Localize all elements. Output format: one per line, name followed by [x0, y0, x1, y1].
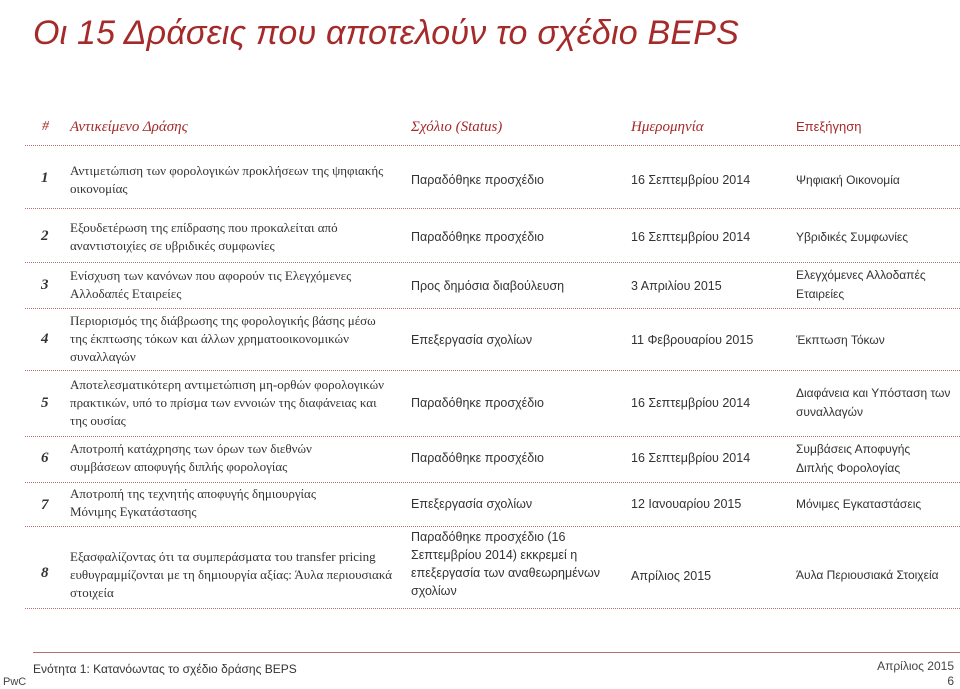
- row-explanation: Άυλα Περιουσιακά Στοιχεία: [796, 568, 939, 582]
- table-row: [0, 312, 960, 368]
- divider: [25, 526, 960, 527]
- table-row: [0, 440, 960, 480]
- footer-date: Απρίλιος 2015: [877, 659, 954, 673]
- row-explanation: Ελεγχόμενες Αλλοδαπές Εταιρείες: [796, 268, 926, 301]
- row-date: Απρίλιος 2015: [631, 569, 712, 583]
- table-row: [0, 376, 960, 432]
- row-status: Επεξεργασία σχολίων: [411, 497, 533, 511]
- header-objective: Αντικείμενο Δράσης: [70, 119, 188, 135]
- divider: [25, 608, 960, 609]
- row-explanation: Διαφάνεια και Υπόσταση των συναλλαγών: [796, 386, 951, 419]
- row-status: Παραδόθηκε προσχέδιο (16 Σεπτεμβρίου 2014) εκκρεμεί η επεξεργασία των αναθεωρημένων σχολίων: [411, 530, 601, 598]
- row-date: 16 Σεπτεμβρίου 2014: [631, 396, 751, 410]
- row-number: 2: [41, 228, 49, 244]
- row-status: Παραδόθηκε προσχέδιο: [411, 173, 544, 187]
- table-row: [0, 216, 960, 258]
- divider: [25, 436, 960, 437]
- row-date: 11 Φεβρουαρίου 2015: [631, 333, 754, 347]
- header-explanation: Επεξήγηση: [796, 119, 862, 134]
- header-num: #: [42, 119, 49, 134]
- divider: [25, 262, 960, 263]
- header-date: Ημερομηνία: [631, 119, 704, 135]
- row-explanation: Έκπτωση Τόκων: [796, 333, 885, 347]
- table-header: [0, 112, 960, 142]
- row-number: 5: [41, 395, 49, 411]
- row-date: 3 Απριλίου 2015: [631, 279, 722, 293]
- divider: [25, 370, 960, 371]
- divider: [25, 482, 960, 483]
- row-objective: Αποτελεσματικότερη αντιμετώπιση μη-ορθών φορολογικών πρακτικών, υπό το πρίσμα των εννοιών της διαφάνειας και της ουσίας: [70, 377, 385, 428]
- footer-section: Ενότητα 1: Κατανόωντας το σχέδιο δράσης BEPS: [33, 662, 297, 676]
- page-number: 6: [947, 674, 954, 688]
- table-row: [0, 264, 960, 304]
- row-objective: Ενίσχυση των κανόνων που αφορούν τις Ελεγχόμενες Αλλοδαπές Εταιρείες: [70, 268, 352, 301]
- row-number: 3: [41, 277, 49, 293]
- row-objective: Εξασφαλίζοντας ότι τα συμπεράσματα του transfer pricing ευθυγραμμίζονται με τη δημιουργία αξίας: Άυλα περιουσιακά στοιχεία: [70, 549, 393, 600]
- row-date: 16 Σεπτεμβρίου 2014: [631, 451, 751, 465]
- row-explanation: Υβριδικές Συμφωνίες: [796, 230, 909, 244]
- row-objective: Αντιμετώπιση των φορολογικών προκλήσεων της ψηφιακής οικονομίας: [70, 163, 384, 196]
- table-row: [0, 158, 960, 200]
- divider: [25, 308, 960, 309]
- row-objective: Εξουδετέρωση της επίδρασης που προκαλείται από αναντιστοιχίες σε υβριδικές συμφωνίες: [70, 220, 338, 253]
- row-explanation: Μόνιμες Εγκαταστάσεις: [796, 497, 922, 511]
- divider: [25, 145, 960, 146]
- row-objective: Αποτροπή κατάχρησης των όρων των διεθνών συμβάσεων αποφυγής διπλής φορολογίας: [70, 441, 312, 474]
- header-status: Σχόλιο (Status): [411, 119, 503, 135]
- row-status: Προς δημόσια διαβούλευση: [411, 279, 565, 293]
- row-number: 6: [41, 450, 49, 466]
- divider: [25, 208, 960, 209]
- footer-divider: [33, 652, 960, 653]
- row-objective: Περιορισμός της διάβρωσης της φορολογικής βάσης μέσω της έκπτωσης τόκων και άλλων χρηματοοικονομικών συναλλαγών: [70, 313, 376, 364]
- row-date: 16 Σεπτεμβρίου 2014: [631, 230, 751, 244]
- row-status: Παραδόθηκε προσχέδιο: [411, 451, 544, 465]
- brand-logo: PwC: [3, 676, 27, 688]
- row-status: Επεξεργασία σχολίων: [411, 333, 533, 347]
- page-title: Οι 15 Δράσεις που αποτελούν το σχέδιο BEPS: [33, 14, 740, 52]
- table-row: [0, 528, 960, 604]
- table-row: [0, 485, 960, 525]
- footer-meta: [877, 659, 954, 689]
- row-status: Παραδόθηκε προσχέδιο: [411, 396, 544, 410]
- row-objective: Αποτροπή της τεχνητής αποφυγής δημιουργίας Μόνιμης Εγκατάστασης: [70, 486, 317, 519]
- row-explanation: Ψηφιακή Οικονομία: [796, 173, 900, 187]
- row-status: Παραδόθηκε προσχέδιο: [411, 230, 544, 244]
- row-number: 8: [41, 565, 49, 581]
- row-explanation: Συμβάσεις Αποφυγής Διπλής Φορολογίας: [796, 442, 911, 475]
- row-number: 1: [41, 170, 49, 186]
- row-number: 4: [41, 331, 49, 347]
- row-date: 12 Ιανουαρίου 2015: [631, 497, 742, 511]
- row-number: 7: [41, 497, 49, 513]
- row-date: 16 Σεπτεμβρίου 2014: [631, 173, 751, 187]
